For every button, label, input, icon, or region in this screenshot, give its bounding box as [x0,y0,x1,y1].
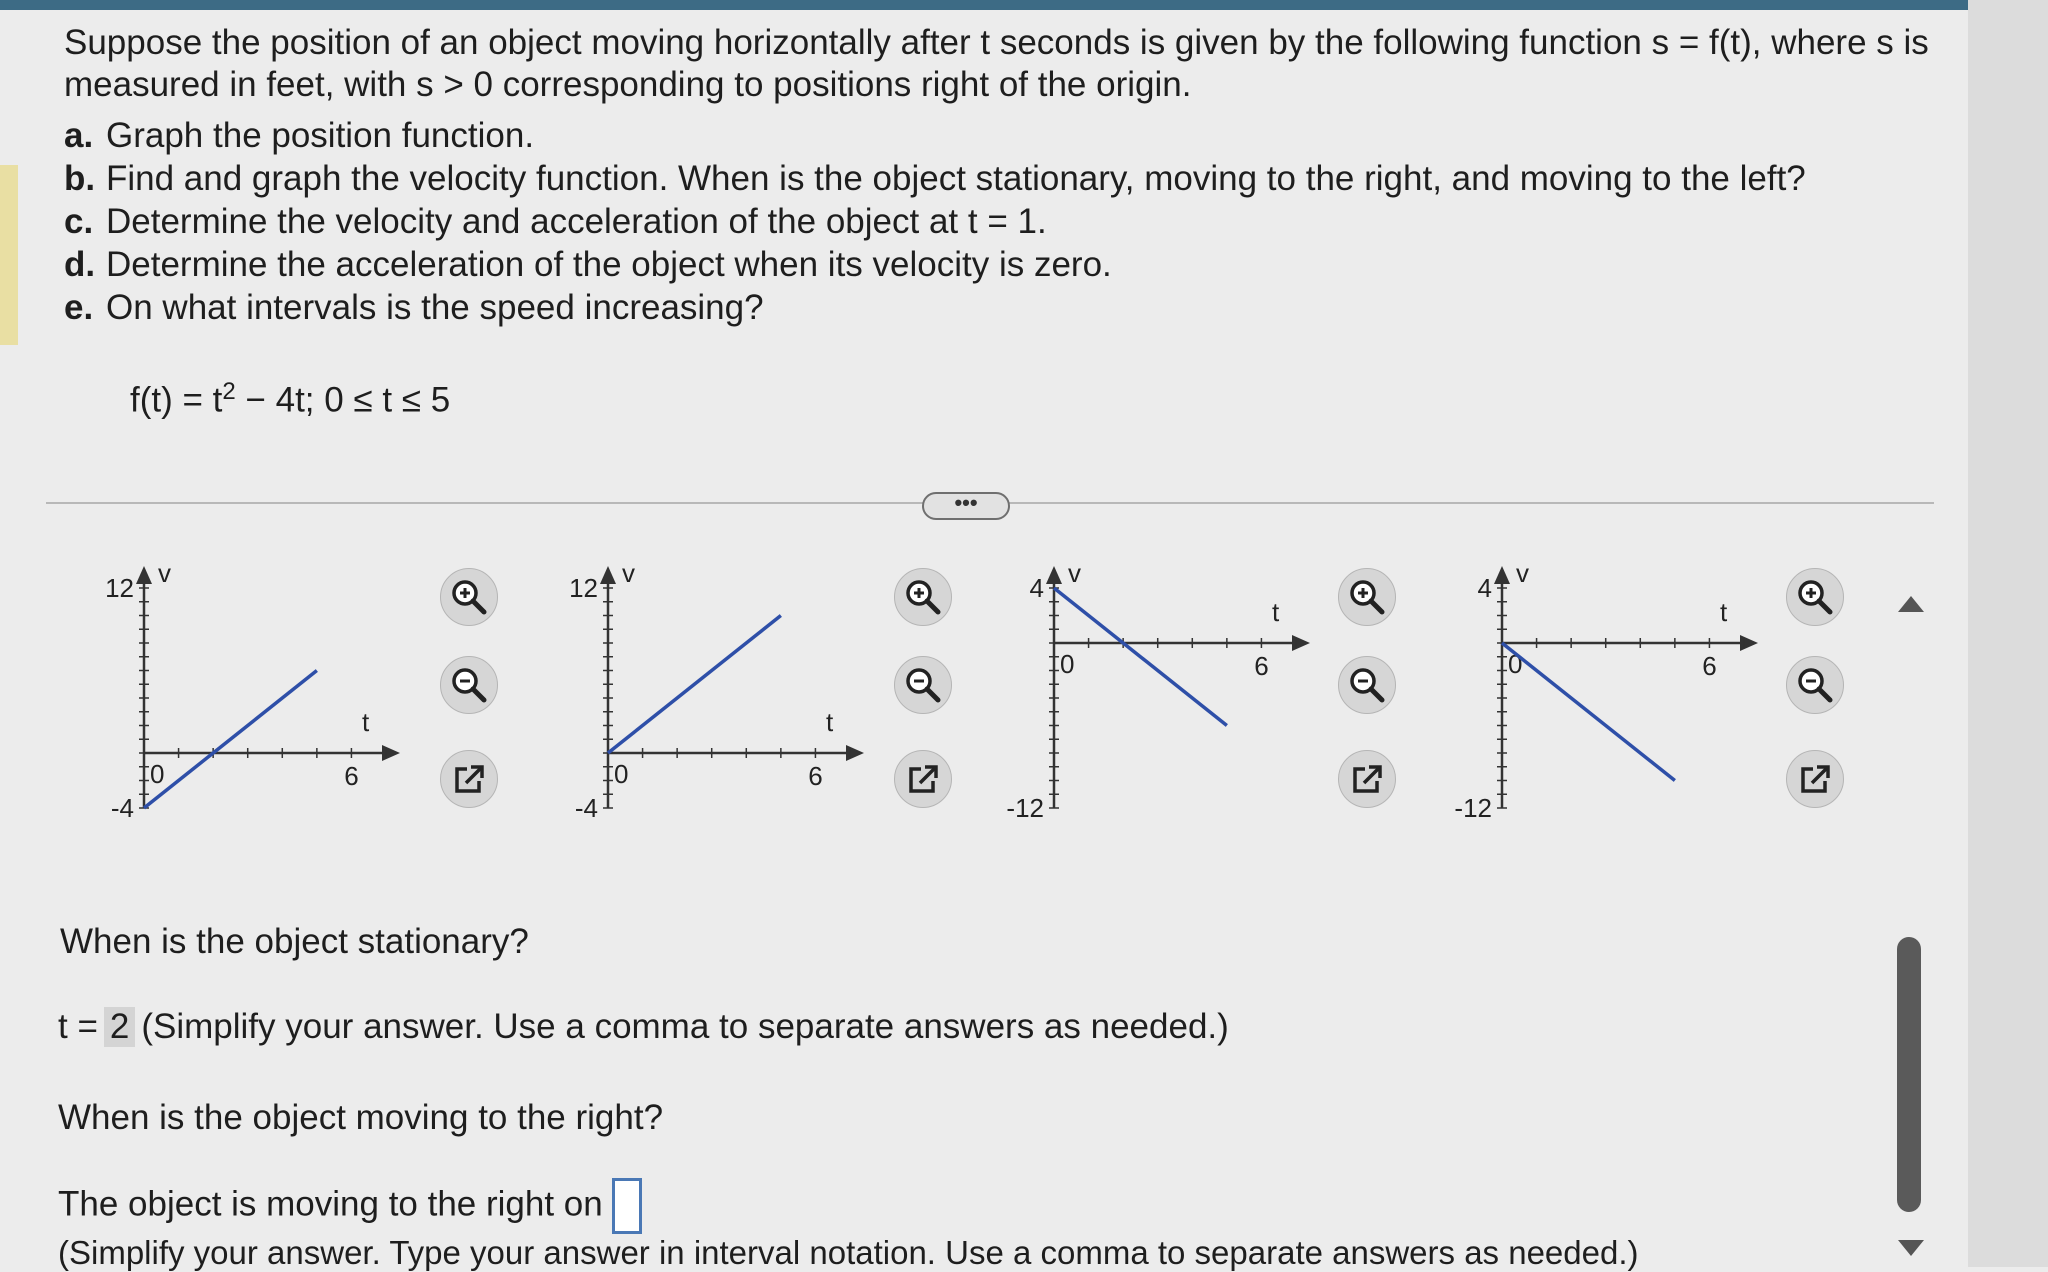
x-axis-arrow [1740,635,1758,651]
external-link-icon [1795,759,1835,799]
zoom-in-button[interactable] [1338,568,1396,626]
y-axis-arrow [600,566,616,584]
open-external-button[interactable] [894,750,952,808]
scroll-down-arrow-icon[interactable] [1898,1240,1924,1256]
y-top-tick-label: 12 [569,573,598,603]
x-tick-label: 6 [808,761,823,791]
y-bottom-tick-label: -4 [574,793,598,823]
velocity-graph-1 [86,560,406,840]
problem-intro: Suppose the position of an object moving horizontally after t seconds is given by the following function s = f(t), where s is measured in feet, with s > 0 corresponding to positions right of the origin. [64,23,1929,104]
zoom-in-button[interactable] [894,568,952,626]
part-d: d. Determine the acceleration of the object when its velocity is zero. [64,245,1112,284]
right-question: When is the object moving to the right? [58,1098,664,1137]
y-axis-label: v [1068,560,1081,588]
zoom-out-icon [903,665,943,705]
graph-choice-4[interactable] [1444,560,1764,840]
zoom-in-icon [903,577,943,617]
top-accent-bar [0,0,1968,10]
x-axis-arrow [382,745,400,761]
velocity-graph-3 [996,560,1316,840]
part-b: b. Find and graph the velocity function. When is the object stationary, moving to the right, and moving to the left? [64,159,1806,198]
x-axis-label: t [1272,597,1280,627]
zoom-in-icon [449,577,489,617]
left-highlight-bar [0,165,18,345]
x-tick-label: 6 [344,761,359,791]
right-hint: (Simplify your answer. Type your answer in interval notation. Use a comma to separate answers as needed.) [58,1234,1639,1271]
y-bottom-tick-label: -12 [1454,793,1492,823]
right-answer-row: The object is moving to the right on [58,1178,642,1234]
x-axis-label: t [1720,597,1728,627]
open-external-button[interactable] [440,750,498,808]
x-axis-arrow [846,745,864,761]
y-bottom-tick-label: -4 [110,793,134,823]
right-interval-input[interactable] [612,1178,642,1234]
zoom-out-button[interactable] [440,656,498,714]
open-external-button[interactable] [1786,750,1844,808]
y-top-tick-label: 4 [1029,573,1044,603]
zoom-out-button[interactable] [1786,656,1844,714]
origin-label: 0 [1508,649,1523,679]
open-external-button[interactable] [1338,750,1396,808]
velocity-line [608,616,781,754]
scrollbar-thumb[interactable] [1897,937,1921,1212]
y-bottom-tick-label: -12 [1006,793,1044,823]
y-axis-label: v [622,560,635,588]
x-axis-label: t [362,707,370,737]
graph-choice-1[interactable] [86,560,406,840]
zoom-out-button[interactable] [1338,656,1396,714]
velocity-line [144,671,317,809]
velocity-line [1054,588,1227,726]
y-top-tick-label: 4 [1477,573,1492,603]
x-tick-label: 6 [1254,651,1269,681]
origin-label: 0 [614,759,629,789]
stationary-answer-field[interactable]: 2 [104,1007,135,1047]
zoom-out-button[interactable] [894,656,952,714]
y-axis-label: v [158,560,171,588]
y-axis-arrow [1046,566,1062,584]
x-axis-label: t [826,707,834,737]
scroll-up-arrow-icon[interactable] [1898,596,1924,612]
x-tick-label: 6 [1702,651,1717,681]
velocity-line [1502,643,1675,781]
graph-choice-3[interactable] [996,560,1316,840]
zoom-out-icon [1795,665,1835,705]
zoom-in-button[interactable] [1786,568,1844,626]
origin-label: 0 [150,759,165,789]
x-axis-arrow [1292,635,1310,651]
graph-choice-2[interactable] [550,560,870,840]
velocity-graph-4 [1444,560,1764,840]
position-function: $f(t) = t^2 - 4t$; 0 ≤ t ≤ 5 [130,378,451,420]
stationary-question: When is the object stationary? [60,922,529,961]
velocity-graph-2 [550,560,870,840]
stationary-answer-row: t = 2 (Simplify your answer. Use a comma to separate answers as needed.) [58,1007,1229,1046]
problem-statement [64,22,1944,329]
y-axis-arrow [1494,566,1510,584]
problem-parts [64,114,1944,329]
expand-more-button[interactable]: ••• [922,492,1010,520]
y-top-tick-label: 12 [105,573,134,603]
origin-label: 0 [1060,649,1075,679]
part-c: c. Determine the velocity and acceleration of the object at t = 1. [64,202,1047,241]
zoom-in-icon [1347,577,1387,617]
part-e: e. On what intervals is the speed increasing? [64,288,764,327]
zoom-out-icon [1347,665,1387,705]
external-link-icon [1347,759,1387,799]
external-link-icon [449,759,489,799]
zoom-out-icon [449,665,489,705]
external-link-icon [903,759,943,799]
zoom-in-icon [1795,577,1835,617]
window-edge [1968,0,2048,1267]
zoom-in-button[interactable] [440,568,498,626]
part-a: a. Graph the position function. [64,116,535,155]
y-axis-arrow [136,566,152,584]
y-axis-label: v [1516,560,1529,588]
